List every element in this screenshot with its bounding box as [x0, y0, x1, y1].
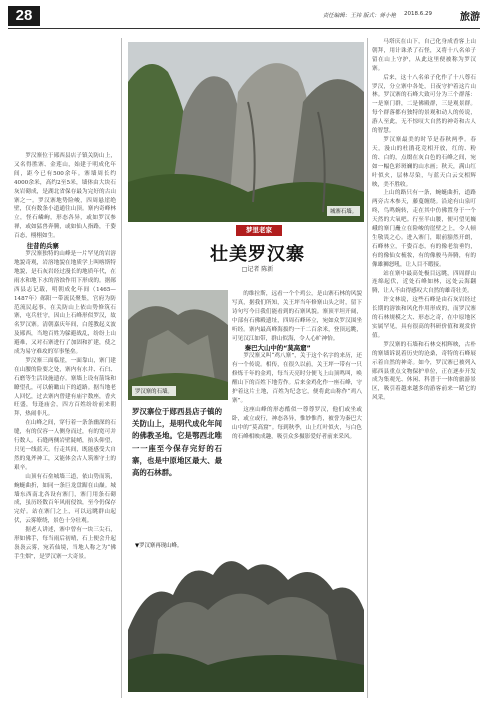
body-paragraph: 据老人讲述，寨中曾有一块三尖石，形如佛手，每当雨后初晴，石上便会升起袅袅云雾，宛若仙境，当地人称之为“佛手生烟”，是罗汉寨一大奇景。 [14, 527, 116, 560]
karst-peaks-illustration [128, 42, 364, 222]
intro-paragraph: 罗汉寨位于郧西县店子镇关防山上，又名得胜寨、金莲山，始建于明成化年间，距今已有500余年。寨墙周长约4000余米，高约2至5米，墙体由大块石灰岩砌成，是湖北省保存最为完好的古山寨之一。罗汉寨地势险峻，四周悬崖绝壁，仅有数条小道通往山顶。寨内奇峰林立，怪石嶙峋，形态各异，或如罗汉参禅，或如猛兽奔腾，或如仙人指路，千姿百态，栩栩如生。 [14, 153, 116, 240]
body-paragraph: 这座山峰的形态酷似一尊尊罗汉，他们或坐或卧，或立或行，神态各异，惟妙惟肖，被誉为秦巴大山中的“莫高窟”。每到秋季，山上红叶似火，与白色的石峰相映成趣，吸引众多摄影爱好者前来采风。 [232, 406, 362, 440]
photo-caption: ▼罗汉寨再现山峰。 [132, 540, 185, 550]
left-column [14, 152, 116, 692]
subheading: 往昔的兵寨 [26, 242, 59, 251]
body-paragraph: 在山峰之间，穿行着一条条幽深的石缝，有的仅容一人侧身而过，有的宽可并行数人。石缝两侧岩壁陡峭，抬头仰望，只见一线蓝天。行走其间，既能感受大自然的鬼斧神工，又能体会古人筑寨守土的艰辛。 [14, 420, 116, 471]
body-paragraph: 山顶有石垒城墙三道，依山势而筑，蜿蜒曲折，如同一条巨龙盘踞在山巅。城墙东西南北各设有寨门，寨门用条石砌成，虽历经数百年风雨侵蚀，至今仍保存完好。站在寨门之上，可以远眺群山起伏，云雾缭绕，景色十分壮观。 [14, 473, 116, 525]
body-paragraph: 罗汉寨最美的时节是春秋两季。春天，漫山的杜鹃花竞相开放，红的、粉的、白的，点缀在灰白色的石峰之间，宛如一幅色彩斑斓的山水画；秋天，满山红叶似火，层林尽染，与蓝天白云交相辉映，美不胜收。 [372, 136, 476, 188]
editor-line: 责任编辑：王祎 版式：蒋小艳 [322, 13, 396, 19]
issue-date: 2018.6.29 [404, 11, 432, 17]
stone-wall-illustration [128, 290, 228, 400]
column-divider [367, 38, 368, 698]
mountain-peaks-photo [128, 540, 364, 692]
body-paragraph: 许文林说，这些石峰是由石灰岩经过长期的溶蚀和风化作用形成的，而罗汉寨的石林规模之大、形态之奇，在中原地区实属罕见，具有很高的科研价值和观赏价值。 [372, 297, 476, 339]
body-paragraph: 站在寨中最高处极目远眺，四周群山连绵起伏，近处石峰如林，远处云海翻腾，让人不由得感叹大自然的雄奇壮美。 [372, 270, 476, 295]
page-number: 28 [8, 6, 40, 26]
article-title: 壮美罗汉寨 [210, 244, 305, 265]
karst-peaks-photo [128, 42, 364, 222]
byline: □记者 陈新 [241, 266, 274, 273]
column-divider [121, 38, 122, 698]
body-paragraph: 上山的路只有一条，蜿蜒曲折，道路两旁古木参天，藤蔓缠绕。沿途有山泉叮咚，鸟鸣婉转，走在其中仿佛置身于一个天然的大氧吧。行至半山腰，便可望见巍峨的寨门矗立在险峻的崖壁之上，令人顿生敬畏之心。进入寨门，眼前豁然开朗，石峰林立，千姿百态，有的像老翁垂钓，有的像仙女梳妆，有的像骏马奔腾，有的像雄狮怒吼，让人目不暇接。 [372, 190, 476, 268]
column-tag: 梦里老家 [236, 225, 282, 236]
body-paragraph: 后来，这十八名弟子化作了十八尊石罗汉，分立寨中各处，日夜守护着这片山林。罗汉寨的石峰大致可分为三个群落：一是寨门群，二是佛殿群，三是观景群。每个群落都有独特的景观和动人的传说，游人至此，无不惊叹大自然的神奇和古人的智慧。 [372, 74, 476, 135]
header-rule [8, 28, 480, 29]
photo-caption: 城寨石墙。 [327, 206, 360, 216]
middle-column [232, 290, 362, 530]
stone-wall-photo [128, 290, 228, 400]
article-lead: 罗汉寨位于郧西县店子镇的关防山上，是明代成化年间的佛教圣地。它是鄂西北唯一一座至今保存完好的石寨，也是中原地区最大、最高的石林群。 [132, 407, 222, 478]
body-paragraph: 的维拉斯，远看一个个鸡公，是山寨石林的风貌写真，据我们所知，关王坪当年修寨山头之时，留下诗句写今日我们能看到的石寨风貌。寨顶平坦开阔，中部有石佛殿遗址，四周石峰环立，宛如众罗汉围坐听经。寨内最高峰海拔约一千二百余米，登顶远眺，可见汉江如带，群山似海，令人心旷神怡。 [232, 291, 362, 342]
page-header [0, 0, 488, 30]
mountain-peaks-illustration [128, 540, 364, 692]
subheading: 秦巴大山中的“莫高窟” [244, 344, 311, 353]
photo-caption: 罗汉寨的石墙。 [132, 386, 176, 396]
body-paragraph: 罗汉寨的石墙和石林交相辉映，古朴的寨墙诉说着历史的沧桑，奇特的石峰展示着自然的神奇。如今，罗汉寨已被列入郧西县重点文物保护单位，正在逐步开发成为集观光、休闲、科普于一体的旅游景区，吸引着越来越多的游客前来一睹它的风采。 [372, 341, 476, 402]
section-name: 旅游 [460, 12, 480, 23]
body-paragraph: 马塔庆在山下，自己化身成香客上山朝拜，用计诛杀了石怪，又将十八名弟子留在山上守护，从此这里便被称为罗汉寨。 [372, 39, 476, 72]
right-column [372, 38, 476, 690]
body-paragraph: 罗汉寨独特的山峰是一片罕见的岩溶地貌奇观，岩溶地貌在地质学上叫喀斯特地貌，是石灰岩经过漫长的地质年代，在雨水和地下水的溶蚀作用下形成的。据郧西县志记载，明朝成化年间（1465—1487年）郧阳一带流民聚集，官府为防范流民起事，在关防山上依山势修筑石寨，屯兵驻守，因山上石峰形似罗汉，故名罗汉寨。清朝嘉庆年间，白莲教起义波及郧西，当地百姓为躲避战乱，纷纷上山避难，又对石寨进行了加固和扩建，使之成为易守难攻的军事堡垒。 [14, 251, 116, 356]
body-paragraph: 罗汉寨又叫“鸡八寨”，关于这个名字的来历，还有一个传说。相传，在很久以前，关王坪一带有一只修炼千年的金鸡，每当天亮时分便飞上山顶鸣叫，唤醒山下的百姓下地劳作。后来金鸡化作一座石峰，守护着这片土地，百姓为纪念它，便将此山称作“鸡八寨”。 [232, 353, 362, 404]
body-paragraph: 罗汉寨三面临崖，一面靠山，寨门建在山腰的险要之处，寨内有水井、石臼、石磨等生活设施遗存。寨墙上设有箭垛和瞭望孔，可以俯瞰山下的道路。据当地老人回忆，过去寨内曾建有庙宇数座，香火旺盛，每逢庙会，四方百姓纷纷前来朝拜，热闹非凡。 [14, 357, 116, 418]
